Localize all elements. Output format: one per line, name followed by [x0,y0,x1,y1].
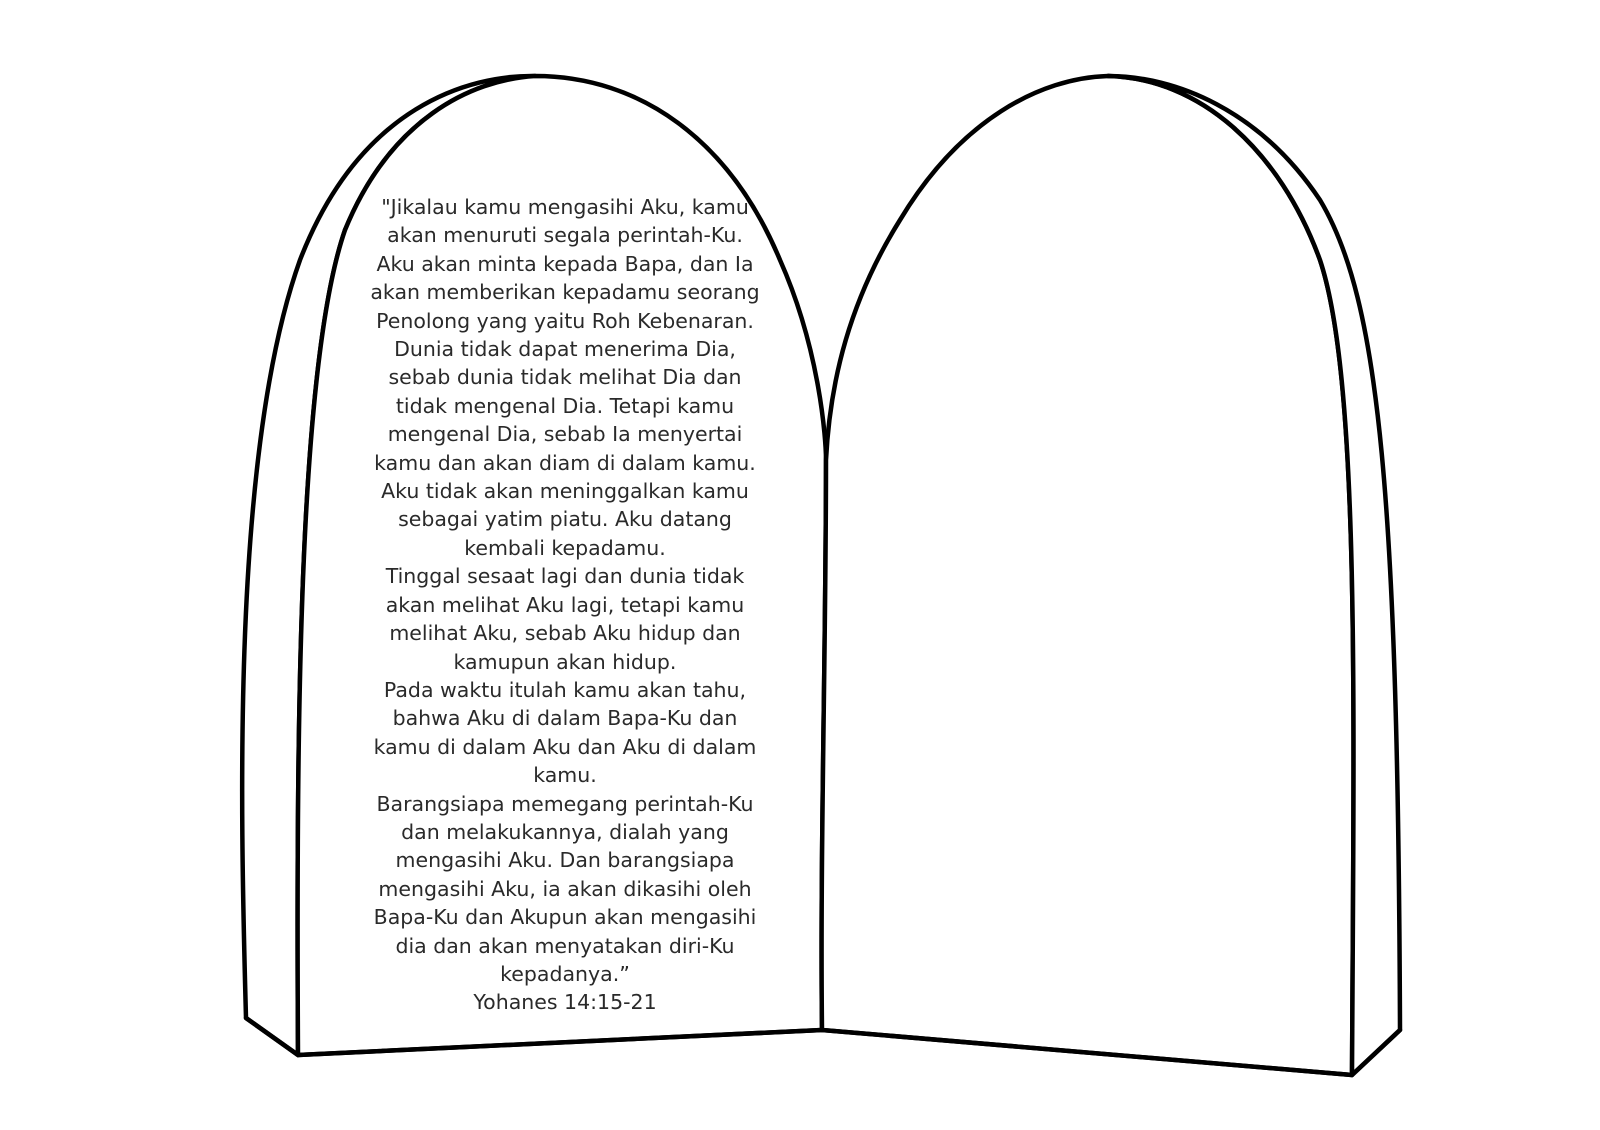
verse-line: kamu dan akan diam di dalam kamu. [374,450,756,475]
verse-line: mengenal Dia, sebab Ia menyertai [387,422,743,447]
verse-text [370,193,760,1017]
verse-line: dia dan akan menyatakan diri-Ku [395,933,735,958]
verse-line: kamu. [533,763,597,788]
verse-line: Dunia tidak dapat menerima Dia, [394,337,736,362]
verse-line: Barangsiapa memegang perintah-Ku [376,791,754,816]
verse-line: Aku tidak akan meninggalkan kamu [381,479,749,504]
verse-line: sebab dunia tidak melihat Dia dan [388,365,742,390]
verse-line: mengasihi Aku, ia akan dikasihi oleh [378,876,752,901]
verse-line: Pada waktu itulah kamu akan tahu, [383,677,747,702]
verse-line: akan melihat Aku lagi, tetapi kamu [385,592,745,617]
verse-line: "Jikalau kamu mengasihi Aku, kamu [381,195,749,219]
verse-line: dan melakukannya, dialah yang [401,819,729,844]
verse-line: sebagai yatim piatu. Aku datang [398,507,732,532]
verse-line: Tinggal sesaat lagi dan dunia tidak [385,564,745,589]
verse-line: bahwa Aku di dalam Bapa-Ku dan [392,706,738,731]
verse-line: akan memberikan kepadamu seorang [370,280,760,305]
verse-line: kepadanya.” [500,961,630,986]
verse-line: akan menuruti segala perintah-Ku. [387,223,743,248]
verse-line: Penolong yang yaitu Roh Kebenaran. [376,308,754,333]
verse-line: tidak mengenal Dia. Tetapi kamu [395,393,735,418]
verse-line: Bapa-Ku dan Akupun akan mengasihi [373,905,757,930]
verse-line: Aku akan minta kepada Bapa, dan Ia [376,251,754,276]
verse-line: kamupun akan hidup. [453,649,677,674]
verse-line: kembali kepadamu. [464,535,666,560]
right-tablet-face [822,76,1354,1075]
verse-line: melihat Aku, sebab Aku hidup dan [389,621,741,646]
verse-reference: Yohanes 14:15-21 [473,990,657,1015]
verse-line: mengasihi Aku. Dan barangsiapa [395,848,735,873]
verse-line: kamu di dalam Aku dan Aku di dalam [373,734,757,759]
